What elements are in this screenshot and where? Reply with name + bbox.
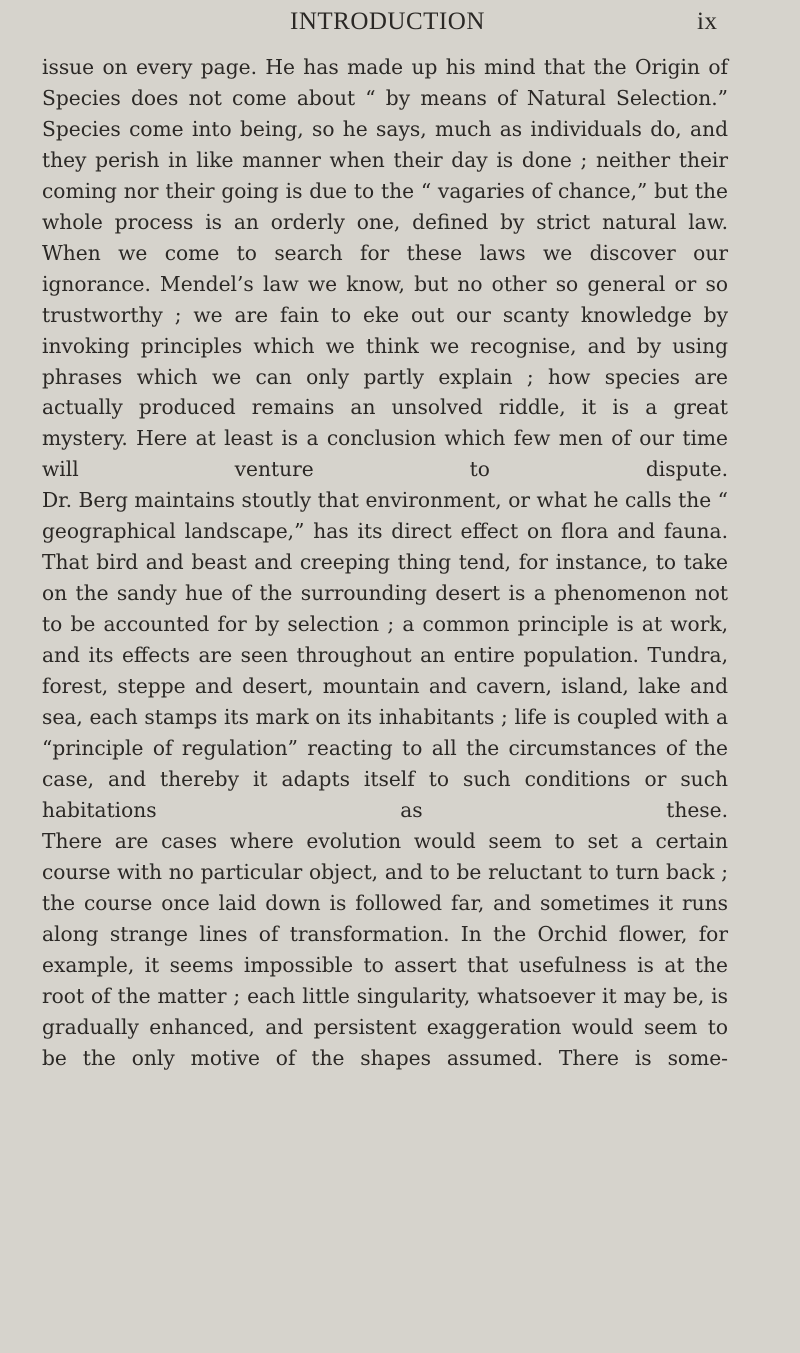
page-number: ix [697, 8, 718, 35]
chapter-title: INTRODUCTION [290, 8, 485, 35]
paragraph-3: There are cases where evolution would seem to set a certain course with no particular object, and to be reluctant to turn back ; the course once laid down is followed far, and sometimes it runs along strange lines of transformation. In the Orchid flower, for example, it seems impossible to assert that usefulness is at the root of the matter ; each little singularity, whatsoever it may be, is gradually enhanced, and persistent exaggeration would seem to be the only motive of the shapes assumed. There is some- [42, 828, 728, 1070]
paragraph-1: issue on every page. He has made up his mind that the Origin of Species does not come about “ by means of Natural Selection.” Species come into being, so he says, much as individuals do, and they perish in like manner when their day is done ; neither their coming nor their going is due to the “ vagaries of chance,” but the whole process is an orderly one, defined by strict natural law. When we come to search for these laws we discover our ignorance. Mendel’s law we know, but no other so general or so trustworthy ; we are fain to eke out our scanty knowledge by invoking principles which we think we recognise, and by using phrases which we can only partly explain ; how species are actually produced remains an unsolved riddle, it is a great mystery. Here at least is a conclusion which few men of our time will venture to dispute. [42, 55, 728, 482]
paragraph-2: Dr. Berg maintains stoutly that environment, or what he calls the “ geographical landscape,” has its direct effect on flora and fauna. That bird and beast and creeping thing tend, for instance, to take on the sandy hue of the surrounding desert is a phenomenon not to be accounted for by selection ; a common principle is at work, and its effects are seen throughout an entire population. Tundra, forest, steppe and desert, mountain and cavern, island, lake and sea, each stamps its mark on its inhabitants ; life is coupled with a “principle of regulation” reacting to all the circumstances of the case, and thereby it adapts itself to such conditions or such habitations as these. [42, 488, 728, 822]
running-head [0, 4, 800, 42]
body-text [42, 52, 728, 1073]
